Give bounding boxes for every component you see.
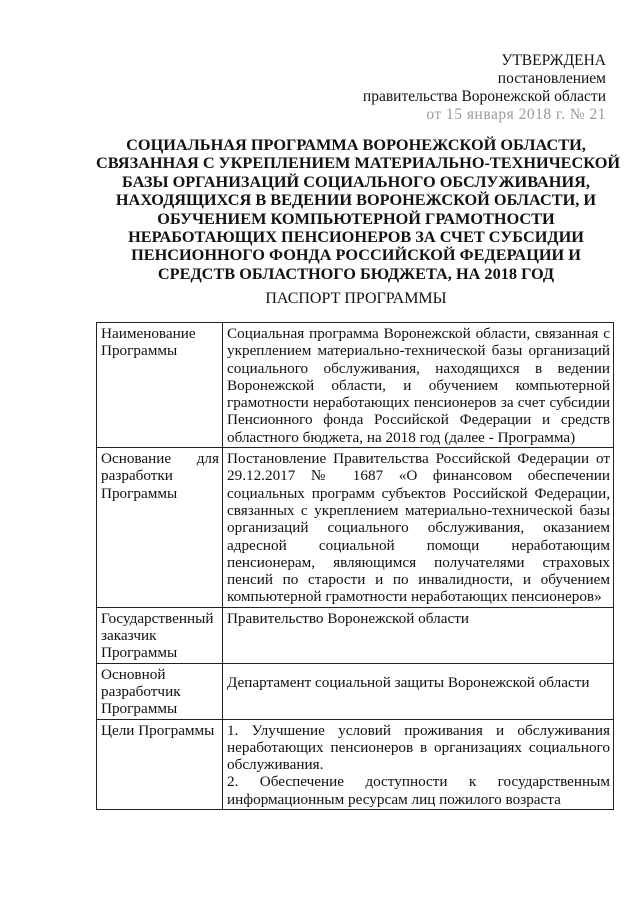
table-row [97,323,614,448]
title-line: НЕРАБОТАЮЩИХ ПЕНСИОНЕРОВ ЗА СЧЕТ СУБСИДИИ [128,227,584,247]
approval-block [360,52,606,124]
approval-date-line: от 15 января 2018 г. № 21 [426,106,606,123]
row-label: Наименование Программы [97,323,223,448]
title-line: СВЯЗАННАЯ С УКРЕПЛЕНИЕМ МАТЕРИАЛЬНО-ТЕХНИЧЕСКОЙ [96,153,621,173]
table-row [97,448,614,608]
goal-item: 1. Улучшение условий проживания и обслуживания неработающих пенсионеров в организациях социального обслуживания. [227,721,610,774]
row-label: Основной разработчик Программы [97,663,223,719]
table-row [97,719,614,809]
table-row [97,663,614,719]
title-line: СРЕДСТВ ОБЛАСТНОГО БЮДЖЕТА, НА 2018 ГОД [157,263,555,283]
row-value: Постановление Правительства Российской Федерации от 29.12.2017 № 1687 «О финансовом обеспечении социальных программ субъектов Российской Федерации, связанных с укреплением материально-технической базы организаций социального обслуживания, оказанием адресной социальной помощи неработающим пенсионерам, являющимся получателями страховых пенсий по старости и по инвалидности, и обучением компьютерной грамотности неработающих пенсионеров» [223,448,614,608]
document-title [96,135,621,283]
title-line: НАХОДЯЩИХСЯ В ВЕДЕНИИ ВОРОНЕЖСКОЙ ОБЛАСТИ, И [115,190,597,210]
passport-table [96,322,614,810]
row-label: Государственный заказчик Программы [97,607,223,663]
row-value: Социальная программа Воронежской области, связанная с укреплением материально-технической базы организаций социального обслуживания, находящихся в ведении Воронежской области, и обучением компьютерной грамотности неработающих пенсионеров за счет субсидии Пенсионного фонда Российской Федерации и средств областного бюджета, на 2018 год (далее - Программа) [223,323,614,448]
approval-line: постановлением [497,70,606,87]
approval-line: УТВЕРЖДЕНА [501,52,606,69]
title-line: ПЕНСИОННОГО ФОНДА РОССИЙСКОЙ ФЕДЕРАЦИИ И [131,245,581,265]
row-label: Основание для разработки Программы [97,448,223,608]
row-value: Правительство Воронежской области [223,607,614,663]
row-value: Департамент социальной защиты Воронежской области [223,663,614,719]
passport-heading: ПАСПОРТ ПРОГРАММЫ [265,290,447,307]
table-row [97,607,614,663]
title-line: БАЗЫ ОРГАНИЗАЦИЙ СОЦИАЛЬНОГО ОБСЛУЖИВАНИЯ, [122,171,590,191]
title-line: СОЦИАЛЬНАЯ ПРОГРАММА ВОРОНЕЖСКОЙ ОБЛАСТИ, [126,135,586,154]
goal-item: 2. Обеспечение доступности к государственным информационным ресурсам лиц пожилого возраста [227,773,610,808]
approval-line: правительства Воронежской области [362,88,606,105]
title-line: ОБУЧЕНИЕМ КОМПЬЮТЕРНОЙ ГРАМОТНОСТИ [157,208,555,228]
row-label: Цели Программы [97,719,223,809]
row-value-list [223,719,614,809]
